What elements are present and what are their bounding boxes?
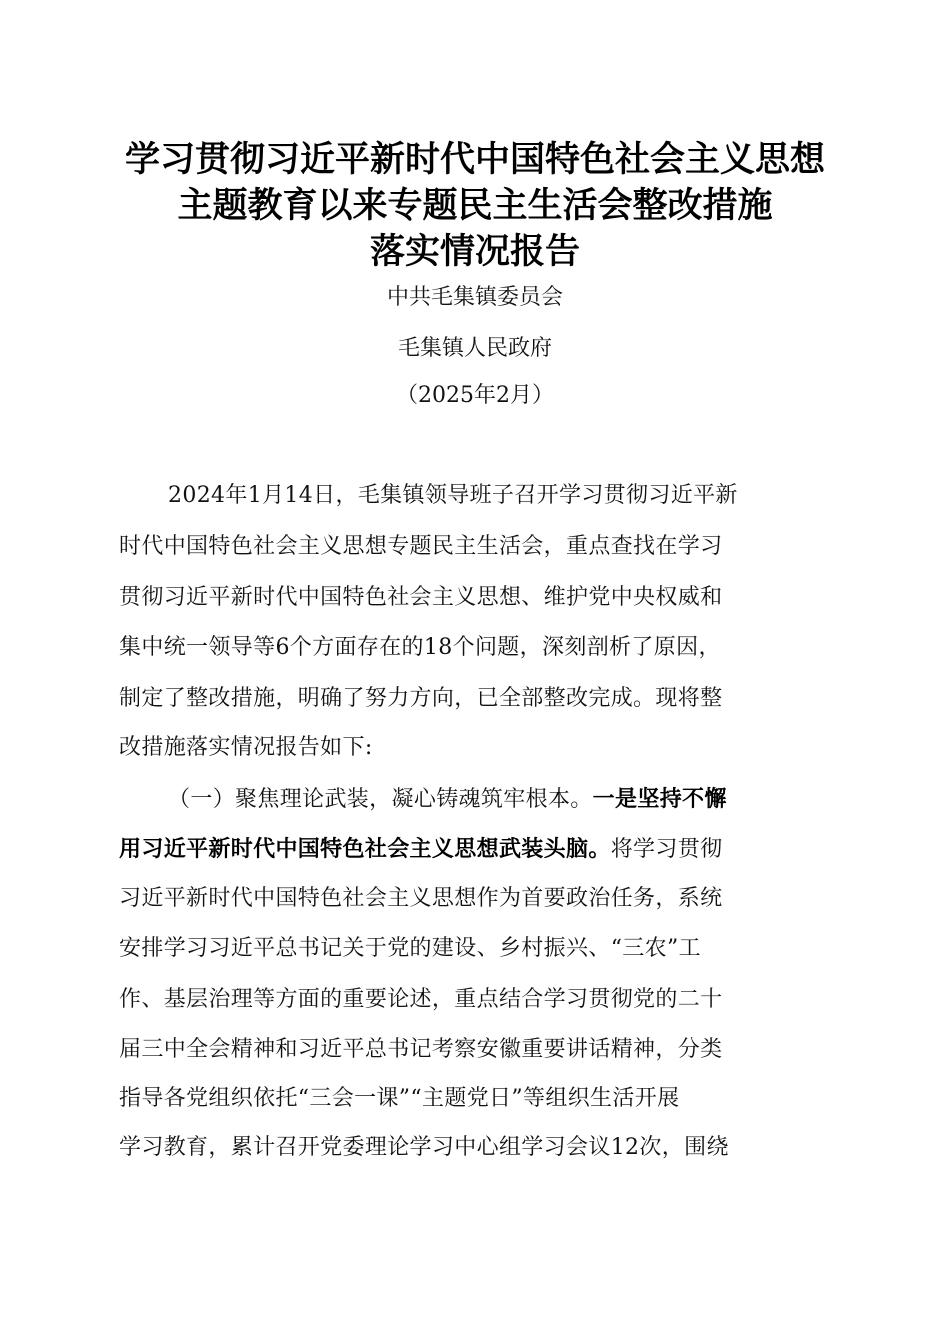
paragraph-1-line-3: 贯彻习近平新时代中国特色社会主义思想、维护党中央权威和 [119, 585, 723, 610]
paragraph-1-line-1: 2024年1月14日，毛集镇领导班子召开学习贯彻习近平新 [168, 483, 738, 508]
section-1-line-3: 习近平新时代中国特色社会主义思想作为首要政治任务，系统 [119, 886, 723, 911]
section-1-line-2-rest: 将学习贯彻 [610, 837, 723, 862]
document-title-line-1: 学习贯彻习近平新时代中国特色社会主义思想 [124, 140, 825, 180]
section-1-line-8: 学习教育，累计召开党委理论学习中心组学习会议12次，围绕 [119, 1135, 729, 1160]
section-1-line-5: 作、基层治理等方面的重要论述，重点结合学习贯彻党的二十 [119, 987, 723, 1012]
document-title-line-3: 落实情况报告 [369, 232, 580, 272]
section-1-bold-lead-end: 用习近平新时代中国特色社会主义思想武装头脑。 [119, 836, 611, 862]
paragraph-1-line-5: 制定了整改措施，明确了努力方向，已全部整改完成。现将整 [119, 686, 723, 711]
issuer-party-committee: 中共毛集镇委员会 [386, 285, 563, 310]
section-1-line-2 [119, 834, 831, 865]
section-1-line-1 [168, 784, 831, 815]
section-1-line-4: 安排学习习近平总书记关于党的建设、乡村振兴、“三农”工 [119, 936, 701, 961]
paragraph-1-line-4: 集中统一领导等6个方面存在的18个问题，深刻剖析了原因， [119, 635, 721, 660]
section-1-heading: （一）聚焦理论武装，凝心铸魂筑牢根本。 [168, 787, 593, 812]
document-date: （2025年2月） [396, 383, 554, 408]
section-1-bold-lead-start: 一是坚持不懈 [592, 786, 727, 812]
section-1-line-7: 指导各党组织依托“三会一课”“主题党日”等组织生活开展 [119, 1086, 680, 1111]
section-1-line-6: 届三中全会精神和习近平总书记考察安徽重要讲话精神，分类 [119, 1037, 723, 1062]
issuer-government: 毛集镇人民政府 [397, 336, 552, 361]
paragraph-1-line-2: 时代中国特色社会主义思想专题民主生活会，重点查找在学习 [119, 534, 723, 559]
document-title-line-2: 主题教育以来专题民主生活会整改措施 [177, 186, 773, 226]
paragraph-1-line-6: 改措施落实情况报告如下: [119, 735, 373, 760]
